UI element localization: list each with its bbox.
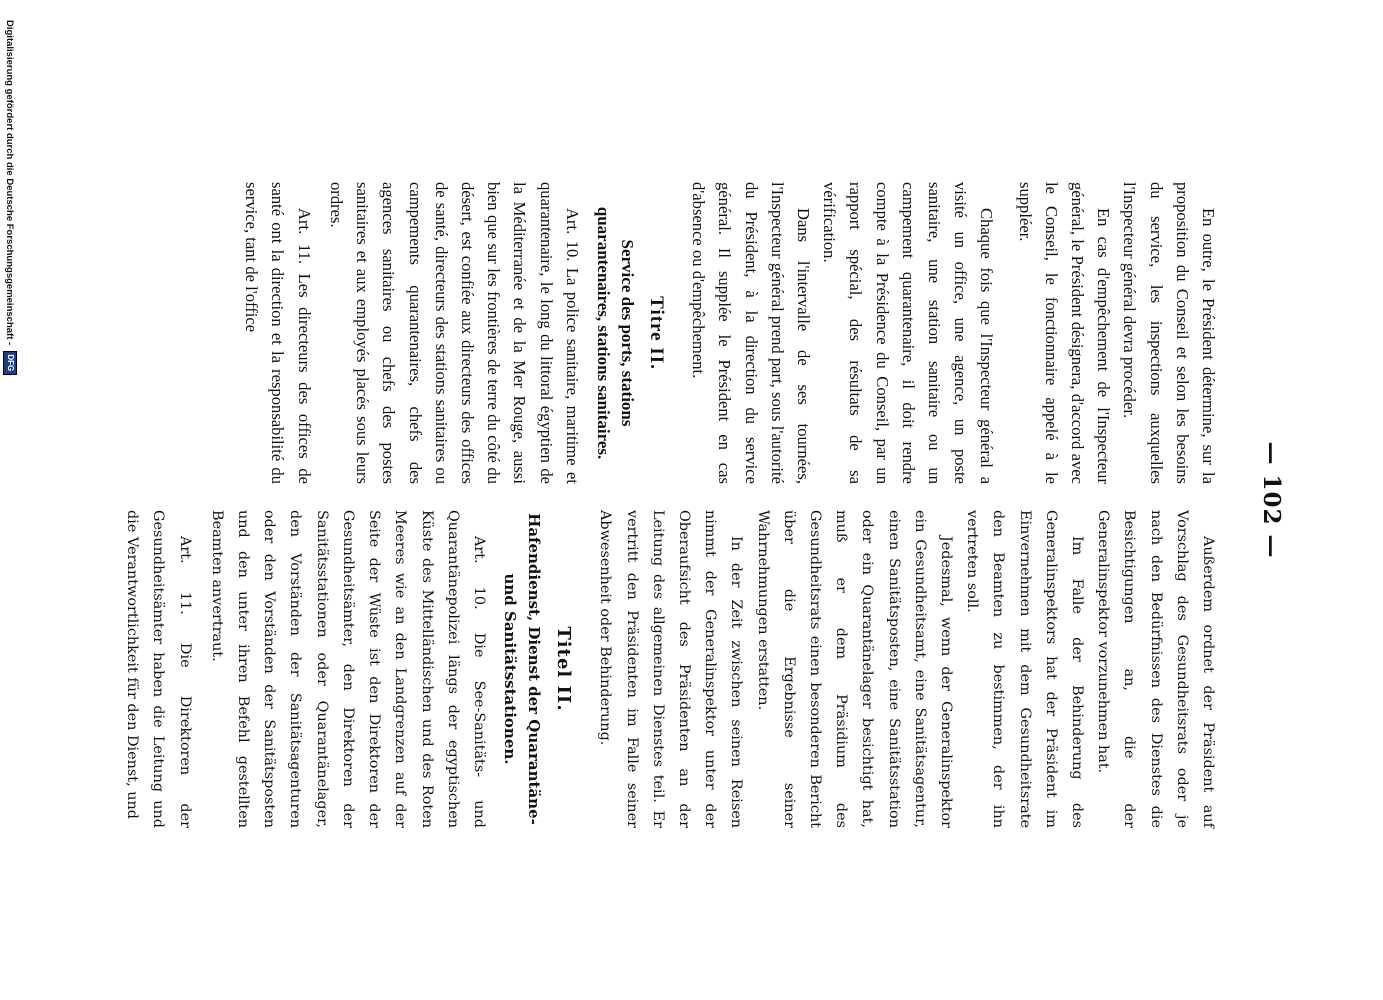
footer-text: Digitalisierung gefördert durch die Deutsche Forschungsgemeinschaft - <box>4 20 15 346</box>
german-subtitle: Hafendienst, Dienst der Quarantäne- und Sanitätsstationen. <box>500 513 543 825</box>
french-paragraph-1: En outre, le Président détermine, sur la proposition du Conseil et selon les besoins du service, les inspections auxquelles l'Inspecteur général devra procéder. <box>1120 182 1218 484</box>
french-paragraph-4: Dans l'intervalle de ses tournées, l'Inspecteur général prend part, sous l'autorité du Président, à la direction du service général. Il supplée le Président en cas d'absence ou d'empêchement. <box>689 182 813 484</box>
german-paragraph-1: Außerdem ordnet der Präsident auf Vorschlag des Gesundheitsrats oder je nach den Bedürfnissen des Dienstes die Besichtigungen an, die der Generalinspektor vorzunehmen hat. <box>1095 510 1216 828</box>
dfg-logo: DFG <box>3 351 17 375</box>
german-paragraph-4: In der Zeit zwischen seinen Reisen nimmt der Generalinspektor unter der Oberaufsicht des Präsidenten an der Leitung des allgemeinen Dienstes teil. Er vertritt den Präsidenten im Falle seiner Abwesenheit oder Behinderung. <box>597 510 745 828</box>
german-paragraph-2: Im Falle der Behinderung des Generalinspektors hat der Präsident im Einvernehmen mit dem Gesundheitsrate den Beamten zu bestimmen, der ihn vertreten soll. <box>964 510 1085 828</box>
french-paragraph-2: En cas d'empêchement de l'Inspecteur général, le Président désignera, d'accord avec le Conseil, le fonctionnaire appelé à le suppléer. <box>1015 182 1114 484</box>
german-paragraph-3: Jedesmal, wenn der Generalinspektor ein Gesundheitsamt, eine Sanitätsagentur, einen Sanitätsposten, eine Sanitätsstation oder ein Quarantänelager besichtigt hat, muß er dem Präsidium des Gesundheitsrats einen besonderen Bericht über die Ergebnisse seiner Wahrnehmungen erstatten. <box>754 510 954 828</box>
french-article-10: Art. 10. La police sanitaire, maritime et quarantenaire, le long du littoral égyptien de la Méditerranée et de la Mer Rouge, aussi bien que sur les frontières de terre du côté du désert, est confiée aux directeurs des offices de santé, directeurs des stations sanitaires ou campements quarantenaires, chefs des agences sanitaires ou chefs des postes sanitaires et aux employés placés sous leurs ordres. <box>326 182 582 484</box>
french-paragraph-3: Chaque fois que l'Inspecteur général a visité un office, une agence, un poste sanitaire, une station sanitaire ou un campement quarantenaire, il doit rendre compte à la Présidence du Conseil, par un rapport spécial, des résultats de sa vérification. <box>820 182 997 484</box>
french-article-11: Art. 11. Les directeurs des offices de santé ont la direction et la responsabilité du service, tant de l'office <box>242 182 314 484</box>
german-title: Titel II. <box>553 626 575 712</box>
german-article-11: Art. 11. Die Direktoren der Gesundheitsämter haben die Leitung und die Verantwortlichkeit für den Dienst, und <box>124 510 193 828</box>
french-subtitle: Service des ports, stations quarantenaires, stations sanitaires. <box>593 206 637 460</box>
french-title: Titre II. <box>645 296 667 370</box>
german-column <box>119 510 1221 828</box>
french-column <box>238 182 1221 484</box>
digitization-footer <box>1 20 17 1000</box>
german-article-10: Art. 10. Die See-Sanitäts- und Quarantänepolizei längs der egyptischen Küste des Mittelländischen und des Roten Meeres wie an den Landgrenzen auf der Seite der Wüste ist den Direktoren der Gesundheitsämter, den Direktoren der Sanitätsstationen oder Quarantänelager, den Vorständen der Sanitätsagenturen oder den Vorständen der Sanitätsposten und den unter ihren Befehl gestellten Beamten anvertraut. <box>208 510 487 828</box>
page-number: — 102 — <box>1258 441 1285 559</box>
